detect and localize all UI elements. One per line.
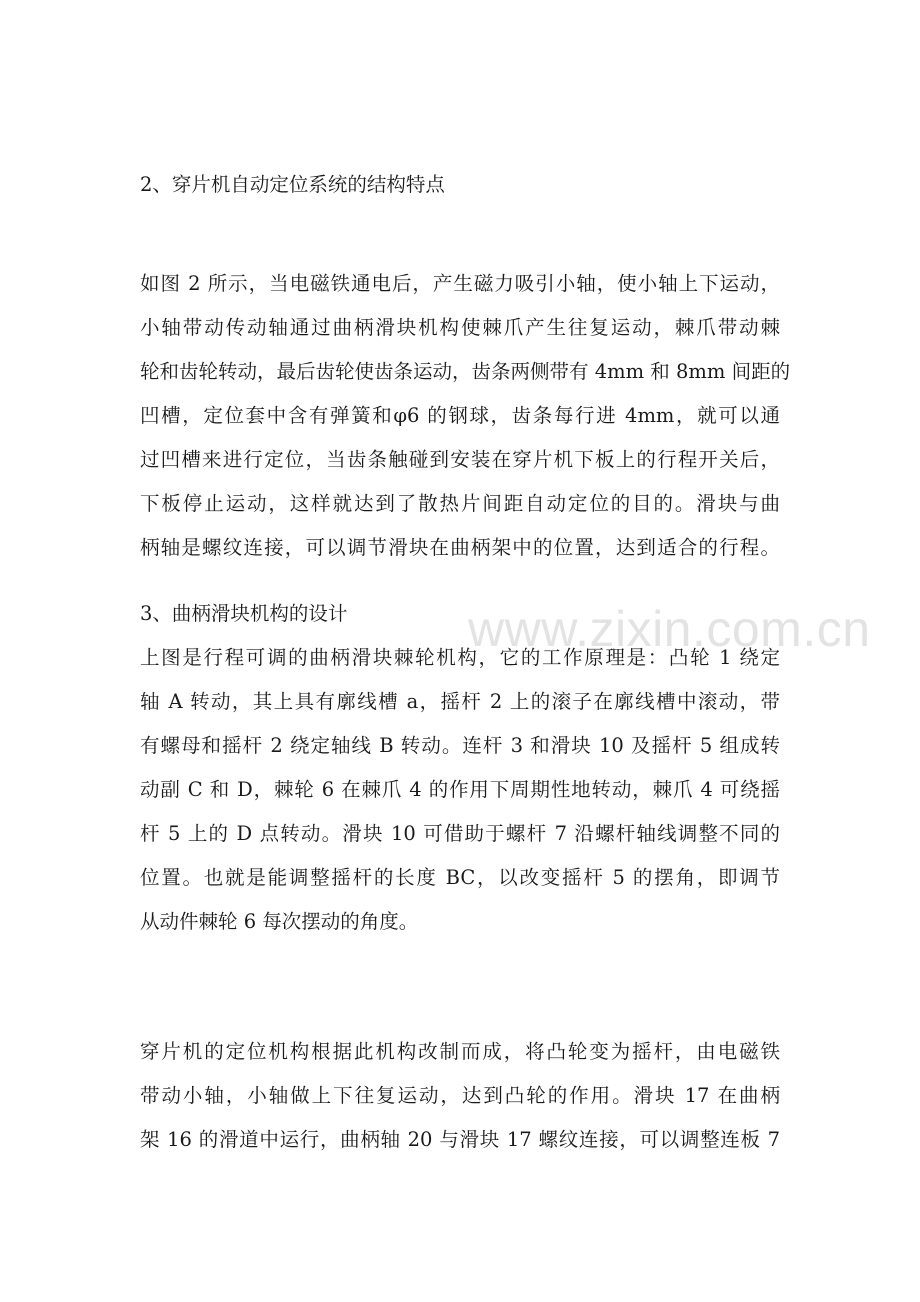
paragraph-line: 轴 A 转动，其上具有廓线槽 a，摇杆 2 上的滚子在廓线槽中滚动，带 xyxy=(140,690,780,713)
paragraph-line: 带动小轴，小轴做上下往复运动，达到凸轮的作用。滑块 17 在曲柄 xyxy=(140,1084,780,1107)
watermark: www.zixin.com.cn xyxy=(468,601,871,657)
paragraph-line: 上图是行程可调的曲柄滑块棘轮机构，它的工作原理是：凸轮 1 绕定 xyxy=(140,646,780,669)
paragraph-line: 柄轴是螺纹连接，可以调节滑块在曲柄架中的位置，达到适合的行程。 xyxy=(140,536,780,559)
paragraph-line: 从动件棘轮 6 每次摆动的角度。 xyxy=(140,910,419,933)
paragraph-line: 穿片机的定位机构根据此机构改制而成，将凸轮变为摇杆，由电磁铁 xyxy=(140,1040,780,1063)
paragraph-line: 杆 5 上的 D 点转动。滑块 10 可借助于螺杆 7 沿螺杆轴线调整不同的 xyxy=(140,822,780,845)
paragraph-line: 架 16 的滑道中运行，曲柄轴 20 与滑块 17 螺纹连接，可以调整连板 7 xyxy=(140,1128,780,1151)
paragraph-line: 凹槽，定位套中含有弹簧和φ6 的钢球，齿条每行进 4mm，就可以通 xyxy=(140,404,780,427)
section-heading-2: 2、穿片机自动定位系统的结构特点 xyxy=(140,173,445,196)
paragraph-line: 位置。也就是能调整摇杆的长度 BC，以改变摇杆 5 的摆角，即调节 xyxy=(140,866,780,889)
paragraph-line: 如图 2 所示，当电磁铁通电后，产生磁力吸引小轴，使小轴上下运动， xyxy=(140,272,780,295)
paragraph-line: 动副 C 和 D，棘轮 6 在棘爪 4 的作用下周期性地转动，棘爪 4 可绕摇 xyxy=(140,778,780,801)
paragraph-line: 小轴带动传动轴通过曲柄滑块机构使棘爪产生往复运动，棘爪带动棘 xyxy=(140,316,780,339)
paragraph-line: 过凹槽来进行定位，当齿条触碰到安装在穿片机下板上的行程开关后， xyxy=(140,448,780,471)
paragraph-line: 有螺母和摇杆 2 绕定轴线 B 转动。连杆 3 和滑块 10 及摇杆 5 组成转 xyxy=(140,734,780,757)
paragraph-line: 下板停止运动，这样就达到了散热片间距自动定位的目的。滑块与曲 xyxy=(140,492,780,515)
paragraph-line: 轮和齿轮转动，最后齿轮使齿条运动，齿条两侧带有 4mm 和 8mm 间距的 xyxy=(140,360,791,383)
section-heading-3: 3、曲柄滑块机构的设计 xyxy=(140,602,348,625)
